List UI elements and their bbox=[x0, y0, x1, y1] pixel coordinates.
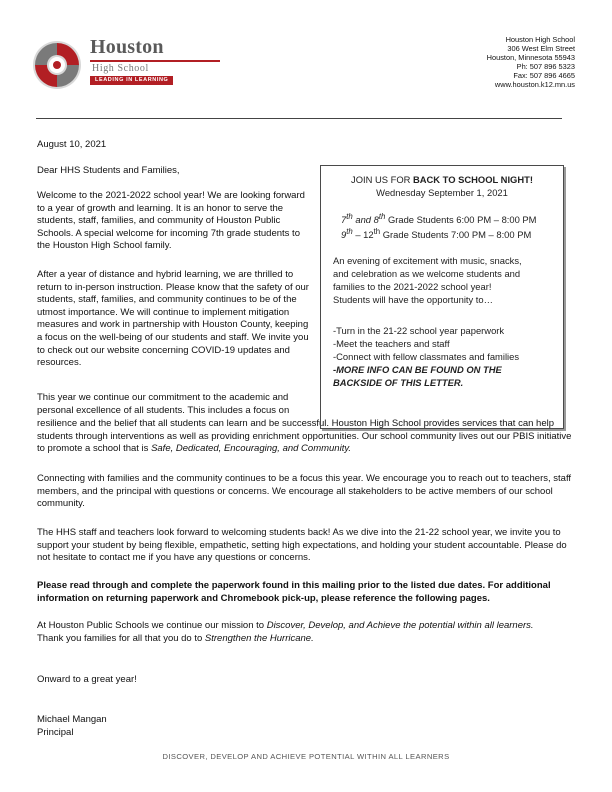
callout-item-backside: BACKSIDE OF THIS LETTER. bbox=[333, 377, 464, 388]
logo-tagline: LEADING IN LEARNING bbox=[90, 76, 173, 85]
logo-rule bbox=[90, 60, 220, 62]
callout-date: Wednesday September 1, 2021 bbox=[376, 187, 508, 198]
letter-salutation: Dear HHS Students and Families, bbox=[37, 165, 180, 176]
paragraph-in-person: After a year of distance and hybrid learning, we are thrilled to return to in-person instruction. Please know that the safety of our students, staff, families, and community continues to be of the utmost importance. We will continue to implement mitigation measures and work in partnership with Houston County, keeping a focus on the well-being of our students and staff. We invite you to check out our website concerning COVID-19 updates and resources. bbox=[37, 269, 309, 369]
callout-title bbox=[321, 174, 563, 186]
callout-desc-line-2: and celebration as we welcome students and bbox=[333, 268, 521, 279]
back-to-school-callout bbox=[320, 165, 564, 429]
letter-date: August 10, 2021 bbox=[37, 139, 107, 150]
callout-schedule-7-8: 7th and 8th Grade Students 6:00 PM – 8:00 PM bbox=[341, 212, 537, 226]
callout-desc-line-1: An evening of excitement with music, snacks, bbox=[333, 255, 522, 266]
address-website[interactable]: www.houston.k12.mn.us bbox=[494, 80, 575, 90]
address-fax: Fax: 507 896 4665 bbox=[513, 71, 575, 81]
signer-name: Michael Mangan bbox=[37, 714, 107, 725]
mission-thanks: Thank you families for all that you do to bbox=[37, 632, 205, 644]
paragraph-commitment-start: This year we continue our commitment to the academic and personal excellence of all students. This includes a focus on bbox=[37, 392, 290, 416]
header-divider bbox=[36, 118, 562, 119]
address-city: Houston, Minnesota 55943 bbox=[486, 53, 575, 63]
paragraph-connecting: Connecting with families and the community continues to be a focus this year. We encourage you to reach out to teachers, staff members, and the principal with questions or concerns. We encourage all stakeholders to be active members of our school community. bbox=[37, 473, 572, 510]
callout-desc-line-4: Students will have the opportunity to… bbox=[333, 294, 493, 305]
callout-schedule-9-12: 9th – 12th Grade Students 7:00 PM – 8:00 PM bbox=[341, 227, 532, 241]
school-address bbox=[487, 35, 575, 90]
mission-slogan: Strengthen the Hurricane. bbox=[204, 632, 314, 644]
school-logo bbox=[30, 36, 190, 92]
signer-title: Principal bbox=[37, 727, 74, 738]
letter-closing: Onward to a great year! bbox=[37, 674, 137, 685]
address-phone: Ph: 507 896 5323 bbox=[516, 62, 575, 72]
callout-title-bold: BACK TO SCHOOL NIGHT! bbox=[413, 174, 533, 185]
footer-motto: DISCOVER, DEVELOP AND ACHIEVE POTENTIAL WITHIN ALL LEARNERS bbox=[162, 752, 450, 761]
address-school-name: Houston High School bbox=[505, 35, 575, 44]
mission-statement: Discover, Develop, and Achieve the potential within all learners. bbox=[266, 620, 534, 631]
address-street: 306 West Elm Street bbox=[507, 44, 575, 54]
callout-title-pre: JOIN US FOR bbox=[351, 174, 413, 185]
paragraph-paperwork: Please read through and complete the paperwork found in this mailing prior to the listed due dates. For additional information on returning paperwork and Chromebook pick-up, please reference the following pages. bbox=[37, 580, 551, 604]
callout-item-connect: -Connect with fellow classmates and families bbox=[333, 351, 520, 362]
callout-item-paperwork: -Turn in the 21-22 school year paperwork bbox=[333, 325, 505, 336]
hurricane-logo-icon bbox=[30, 38, 84, 92]
logo-subtitle: High School bbox=[92, 63, 149, 74]
logo-name: Houston bbox=[90, 36, 164, 58]
paragraph-commitment-text: resilience and the belief that all students can learn and be successful. Houston High School provides services that can help students through interventions as well as providing enrichment opportunities. Our school community lives out our PBIS initiative to promote a school that is bbox=[37, 418, 572, 455]
mission-lead: At Houston Public Schools we continue our mission to bbox=[37, 620, 267, 631]
callout-desc-line-3: families to the 2021-2022 school year! bbox=[333, 281, 492, 292]
paragraph-welcome: Welcome to the 2021-2022 school year! We are looking forward to a year of growth and learning. It is an honor to serve the students, staff, families, and community of Houston Public Schools. A special welcome for incoming 7th grade students to the Houston High School family. bbox=[37, 190, 305, 252]
callout-item-more-info: -MORE INFO CAN BE FOUND ON THE bbox=[333, 364, 502, 375]
pbis-values: Safe, Dedicated, Encouraging, and Community. bbox=[151, 443, 352, 455]
paragraph-support: The HHS staff and teachers look forward to welcoming students back! As we dive into the 21-22 school year, we invite you to support your student by being flexible, empathetic, setting high expectations, and holding your student accountable. Please do not hesitate to contact me if you have any questions or concerns. bbox=[37, 527, 567, 564]
paragraph-mission bbox=[37, 620, 577, 645]
callout-item-meet-staff: -Meet the teachers and staff bbox=[333, 338, 450, 349]
